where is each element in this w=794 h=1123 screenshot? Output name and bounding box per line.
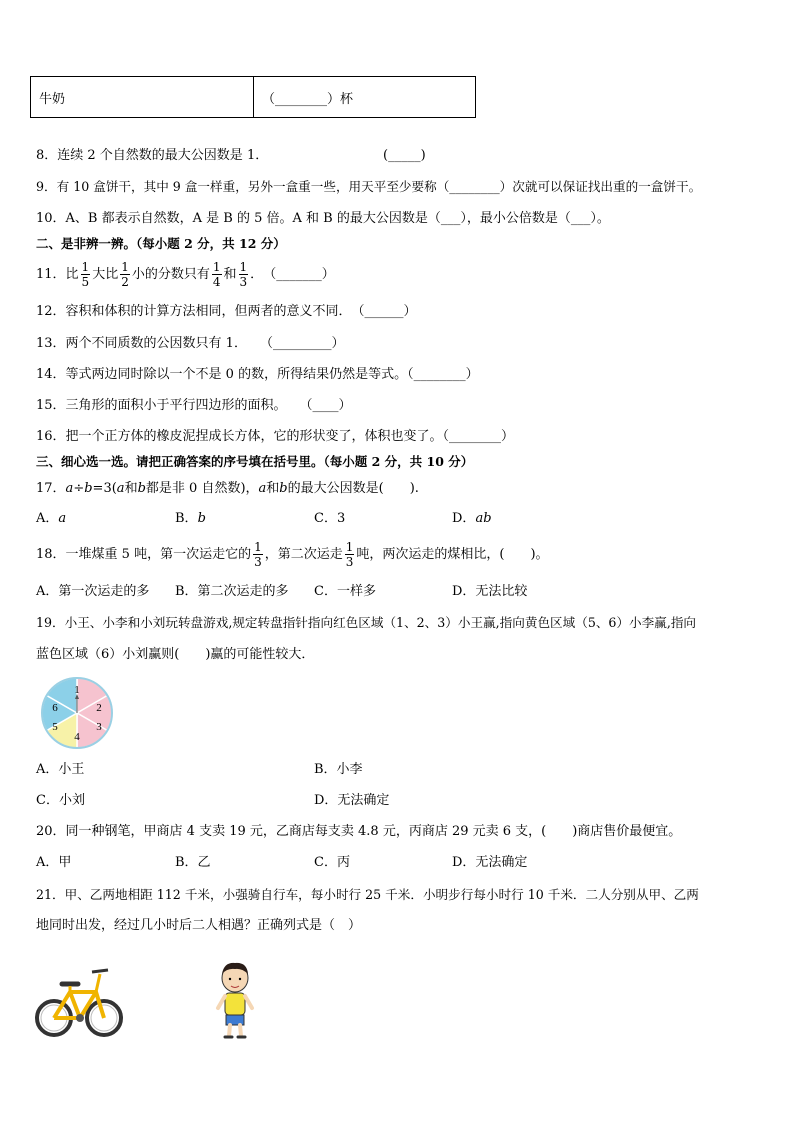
wheel-label-2: 2 <box>96 702 102 714</box>
wheel-label-3: 3 <box>96 721 102 733</box>
section-2-heading: 二、是非辨一辨。（每小题 2 分，共 12 分） <box>36 236 286 251</box>
q11-text-b: 大比 <box>92 267 119 282</box>
option-18-c[interactable]: C．一样多 <box>314 584 376 599</box>
question-16: 16．把一个正方体的橡皮泥捏成长方体，它的形状变了，体积也变了。（________） <box>36 429 515 444</box>
table-item-cell: 牛奶 <box>31 77 254 118</box>
option-18-d[interactable]: D．无法比较 <box>452 584 528 599</box>
question-19-line-1: 19．小王、小李和小刘玩转盘游戏,规定转盘指针指向红色区域（1、2、3）小王赢,指向黄色区域（5、6）小李赢,指向 <box>36 615 697 630</box>
option-20-c[interactable]: C．丙 <box>314 855 350 870</box>
q11-text-d: 和 <box>223 267 237 282</box>
question-19-line-2: 蓝色区域（6）小刘赢则( )赢的可能性较大． <box>36 647 315 662</box>
option-19-a[interactable]: A．小王 <box>36 762 85 777</box>
question-21-line-2: 地同时出发，经过几小时后二人相遇？正确列式是（ ） <box>36 918 362 933</box>
wheel-label-4: 4 <box>74 731 80 743</box>
option-18-b[interactable]: B．第二次运走的多 <box>175 584 289 599</box>
q11-text-a: 11．比 <box>36 267 79 282</box>
option-19-c[interactable]: C．小刘 <box>36 793 85 808</box>
question-11 <box>36 258 335 292</box>
question-20: 20．同一种钢笔，甲商店 4 支卖 19 元，乙商店每支卖 4.8 元，丙商店 29 元卖 6 支，( )商店售价最便宜。 <box>36 824 682 839</box>
spinner-wheel <box>36 676 118 750</box>
q11-text-c: 小的分数只有 <box>131 267 210 282</box>
option-17-b[interactable]: B．b <box>175 511 206 526</box>
option-17-c[interactable]: C．3 <box>314 511 346 526</box>
bicycle-icon <box>34 962 124 1040</box>
question-17: 17．a÷b=3(a和b都是非 0 自然数)，a和b的最大公因数是( ). <box>36 481 419 496</box>
answer-table <box>30 76 476 118</box>
fraction-1-4: $\frac{1}{4}$ <box>212 260 221 289</box>
fraction-1-3-b: $\frac{1}{3}$ <box>345 540 354 569</box>
fraction-1-3: $\frac{1}{3}$ <box>239 260 248 289</box>
question-10: 10．A、B 都表示自然数，A 是 B 的 5 倍。A 和 B 的最大公因数是（___），最小公倍数是（___）。 <box>36 211 610 226</box>
section-3-heading: 三、细心选一选。请把正确答案的序号填在括号里。（每小题 2 分，共 10 分） <box>36 454 474 469</box>
wheel-label-5: 5 <box>52 721 58 733</box>
q11-text-e: ． <box>250 267 257 282</box>
option-20-b[interactable]: B．乙 <box>175 855 211 870</box>
q11-blank[interactable]: （_______） <box>269 267 335 282</box>
question-15: 15．三角形的面积小于平行四边形的面积。 （____） <box>36 398 352 413</box>
question-12: 12．容积和体积的计算方法相同，但两者的意义不同． （______） <box>36 304 417 319</box>
option-19-b[interactable]: B．小李 <box>314 762 363 777</box>
table-answer-cell: （________）杯 <box>254 77 476 118</box>
question-14: 14．等式两边同时除以一个不是 0 的数，所得结果仍然是等式。（________） <box>36 367 479 382</box>
option-18-a[interactable]: A．第一次运走的多 <box>36 584 150 599</box>
option-19-d[interactable]: D．无法确定 <box>314 793 390 808</box>
question-13: 13．两个不同质数的公因数只有 1． （_________） <box>36 336 345 351</box>
question-8-blank[interactable]: (_____) <box>383 148 426 163</box>
wheel-label-1: 1 <box>74 684 80 696</box>
option-17-d[interactable]: D．ab <box>452 511 492 526</box>
boy-walking-icon <box>212 960 258 1042</box>
option-20-d[interactable]: D．无法确定 <box>452 855 528 870</box>
option-17-a[interactable]: A．a <box>36 511 67 526</box>
question-9: 9．有 10 盒饼干，其中 9 盒一样重，另外一盒重一些，用天平至少要称（________）次就可以保证找出重的一盒饼干。 <box>36 179 702 194</box>
option-20-a[interactable]: A．甲 <box>36 855 72 870</box>
wheel-label-6: 6 <box>52 702 58 714</box>
fraction-1-2: $\frac{1}{2}$ <box>121 260 129 289</box>
question-18: 18．一堆煤重 5 吨，第一次运走它的 $\frac{1}{3}$ ，第二次运走 $\frac{1}{3}$ 吨，两次运走的煤相比，( )。 <box>36 540 549 569</box>
question-21-line-1: 21．甲、乙两地相距 112 千米，小强骑自行车，每小时行 25 千米．小明步行每小时行 10 千米．二人分别从甲、乙两 <box>36 887 699 902</box>
question-8: 8．连续 2 个自然数的最大公因数是 1． <box>36 148 269 163</box>
fraction-1-3-a: $\frac{1}{3}$ <box>254 540 262 569</box>
fraction-1-5: $\frac{1}{5}$ <box>81 260 90 289</box>
